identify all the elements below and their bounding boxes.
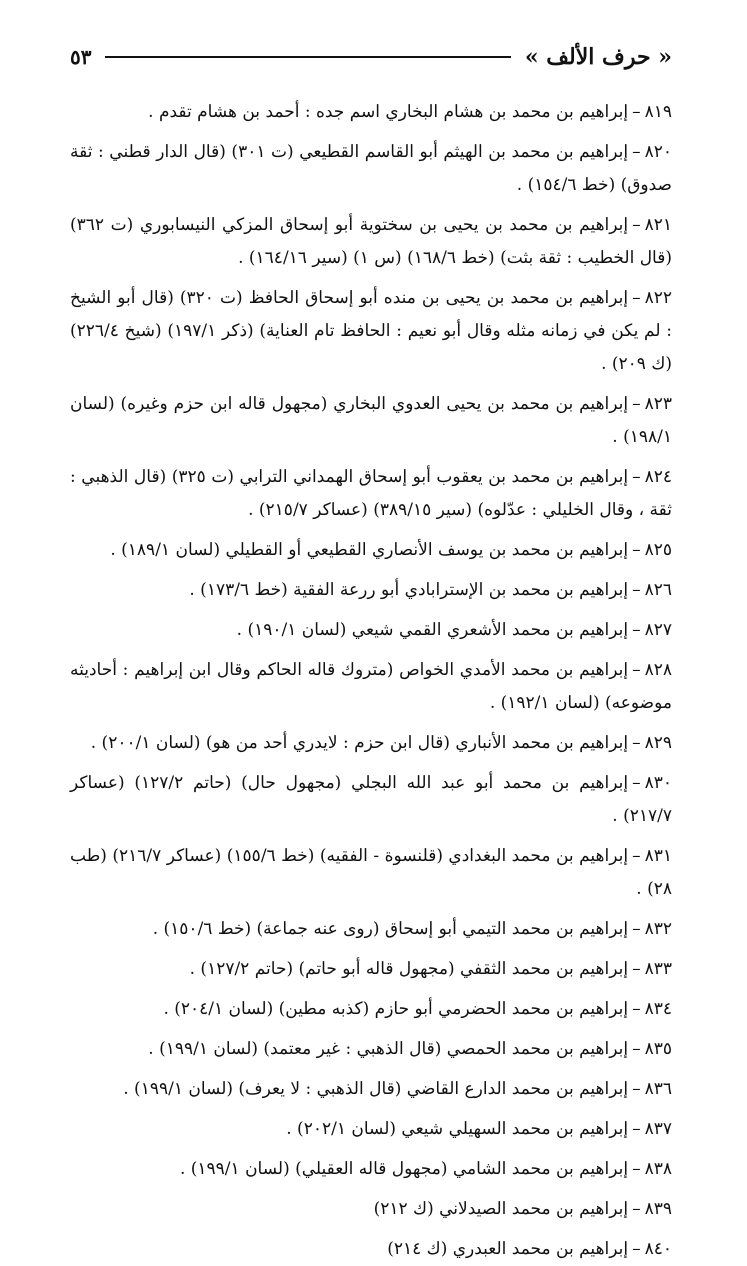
entry-dash: – <box>632 1159 641 1179</box>
entry-text: إبراهيم بن محمد بن يحيى بن سختوية أبو إسحاق المزكي النيسابوري (ت ٣٦٢) (قال الخطيب : ثقة بثت) (خط ١٦٨/٦) (س ١) (سير ١٦٤/١٦) . <box>70 215 672 268</box>
page <box>70 40 672 1259</box>
entry-number: ٨٢٦ <box>644 580 672 600</box>
entry-text: إبراهيم بن محمد البغدادي (قلنسوة - الفقيه) (خط ١٥٥/٦) (عساكر ٢١٦/٧) (طب ٢٨) . <box>70 846 672 899</box>
entry-number: ٨٣٧ <box>644 1119 672 1139</box>
entry <box>70 993 672 1026</box>
entry-text: إبراهيم بن محمد بن الإسترابادي أبو ررعة الفقية (خط ١٧٣/٦) . <box>189 580 629 600</box>
entry-text: إبراهيم بن محمد بن يعقوب أبو إسحاق الهمداني الترابي (ت ٣٢٥) (قال الذهبي : ثقة ، وقال الخليلي : عدّلوه) (سير ٣٨٩/١٥) (عساكر ٢١٥/٧) . <box>70 467 672 520</box>
entry-dash: – <box>632 215 641 235</box>
entry <box>70 654 672 720</box>
entry-number: ٨٢٢ <box>644 288 672 308</box>
entry-text: إبراهيم بن محمد الشامي (مجهول قاله العقيلي) (لسان ١٩٩/١) . <box>179 1159 629 1179</box>
entry-number: ٨٣٨ <box>644 1159 672 1179</box>
entry <box>70 1233 672 1266</box>
entry-number: ٨١٩ <box>644 102 672 122</box>
entry-text: إبراهيم بن محمد أبو عبد الله البجلي (مجهول حال) (حاتم ١٢٧/٢) (عساكر ٢١٧/٧) . <box>70 773 672 826</box>
entry-number: ٨٣٩ <box>644 1199 672 1219</box>
entry <box>70 209 672 275</box>
entry-dash: – <box>632 1119 641 1139</box>
entry-number: ٨٢٠ <box>644 142 672 162</box>
entry <box>70 767 672 833</box>
entry-text: إبراهيم بن محمد السهيلي شيعي (لسان ٢٠٢/١) . <box>286 1119 629 1139</box>
entry-text: إبراهيم بن محمد بن الهيثم أبو القاسم القطيعي (ت ٣٠١) (قال الدار قطني : ثقة صدوق) (خط ١٥٤/٦) . <box>70 142 672 195</box>
entry <box>70 461 672 527</box>
entry-number: ٨٢٨ <box>644 660 672 680</box>
entry-number: ٨٣٠ <box>644 773 672 793</box>
entry <box>70 388 672 454</box>
entry-dash: – <box>632 394 641 414</box>
entry-dash: – <box>632 1039 641 1059</box>
chapter-title: « حرف الألف » <box>524 44 672 70</box>
entry <box>70 1153 672 1186</box>
entry-dash: – <box>632 733 641 753</box>
entry <box>70 1113 672 1146</box>
entry-text: إبراهيم بن محمد الثقفي (مجهول قاله أبو حاتم) (حاتم ١٢٧/٢) . <box>189 959 629 979</box>
entry-number: ٨٢٩ <box>644 733 672 753</box>
entry-number: ٨٣١ <box>644 846 672 866</box>
entry-dash: – <box>632 102 641 122</box>
entry-number: ٨٣٦ <box>644 1079 672 1099</box>
entry-text: إبراهيم بن محمد الحضرمي أبو حازم (كذبه مطين) (لسان ٢٠٤/١) . <box>163 999 629 1019</box>
entry-text: إبراهيم بن محمد الصيدلاني (ك ٢١٢) <box>373 1199 629 1219</box>
entry-number: ٨٣٣ <box>644 959 672 979</box>
entry-text: إبراهيم بن محمد بن هشام البخاري اسم جده : أحمد بن هشام تقدم . <box>148 102 629 122</box>
entry-dash: – <box>632 846 641 866</box>
entry-text: إبراهيم بن محمد الدارع القاضي (قال الذهبي : لا يعرف) (لسان ١٩٩/١) . <box>123 1079 629 1099</box>
entry-number: ٨٣٢ <box>644 919 672 939</box>
entry <box>70 136 672 202</box>
entry-dash: – <box>632 467 641 487</box>
entry-text: إبراهيم بن محمد بن يحيى بن منده أبو إسحاق الحافظ (ت ٣٢٠) (قال أبو الشيخ : لم يكن في زمانه مثله وقال أبو نعيم : الحافظ تام العناية) (ذكر ١٩٧/١) (شيخ ٢٢٦/٤) (ك ٢٠٩) . <box>70 288 672 374</box>
entry-dash: – <box>632 288 641 308</box>
entry <box>70 282 672 381</box>
entry-dash: – <box>632 142 641 162</box>
entry-dash: – <box>632 1079 641 1099</box>
entry-dash: – <box>632 919 641 939</box>
entry-text: إبراهيم بن محمد بن يحيى العدوي البخاري (مجهول قاله ابن حزم وغيره) (لسان ١٩٨/١) . <box>70 394 672 447</box>
entry-dash: – <box>632 580 641 600</box>
entry-number: ٨٣٤ <box>644 999 672 1019</box>
entry-dash: – <box>632 959 641 979</box>
entry <box>70 96 672 129</box>
entry-list <box>70 96 672 1266</box>
entry <box>70 953 672 986</box>
entry-text: إبراهيم بن محمد التيمي أبو إسحاق (روى عنه جماعة) (خط ١٥٠/٦) . <box>152 919 629 939</box>
entry <box>70 574 672 607</box>
page-number: ٥٣ <box>70 45 92 69</box>
entry <box>70 727 672 760</box>
entry-text: إبراهيم بن محمد بن يوسف الأنصاري القطيعي أو القطيلي (لسان ١٨٩/١) . <box>110 540 629 560</box>
entry-number: ٨٣٥ <box>644 1039 672 1059</box>
entry-number: ٨٢٤ <box>644 467 672 487</box>
page-header <box>70 40 672 74</box>
entry <box>70 840 672 906</box>
entry-number: ٨٤٠ <box>644 1239 672 1259</box>
entry-dash: – <box>632 620 641 640</box>
entry-text: إبراهيم بن محمد الحمصي (قال الذهبي : غير معتمد) (لسان ١٩٩/١) . <box>148 1039 629 1059</box>
entry-number: ٨٢١ <box>644 215 672 235</box>
entry-dash: – <box>632 773 641 793</box>
entry-number: ٨٢٥ <box>644 540 672 560</box>
entry <box>70 1033 672 1066</box>
entry-dash: – <box>632 1199 641 1219</box>
entry <box>70 1073 672 1106</box>
entry-number: ٨٢٣ <box>644 394 672 414</box>
entry <box>70 913 672 946</box>
entry <box>70 1193 672 1226</box>
entry-number: ٨٢٧ <box>644 620 672 640</box>
entry-text: إبراهيم بن محمد الأشعري القمي شيعي (لسان ١٩٠/١) . <box>236 620 629 640</box>
entry-text: إبراهيم بن محمد الأمدي الخواص (متروك قاله الحاكم وقال ابن إبراهيم : أحاديثه موضوعه) (لسان ١٩٢/١) . <box>70 660 672 713</box>
entry-dash: – <box>632 1239 641 1259</box>
entry-dash: – <box>632 999 641 1019</box>
entry-text: إبراهيم بن محمد العبدري (ك ٢١٤) <box>387 1239 629 1259</box>
entry-dash: – <box>632 540 641 560</box>
header-rule <box>105 56 510 58</box>
entry-text: إبراهيم بن محمد الأنباري (قال ابن حزم : لايدري أحد من هو) (لسان ٢٠٠/١) . <box>90 733 629 753</box>
entry-dash: – <box>632 660 641 680</box>
entry <box>70 614 672 647</box>
entry <box>70 534 672 567</box>
